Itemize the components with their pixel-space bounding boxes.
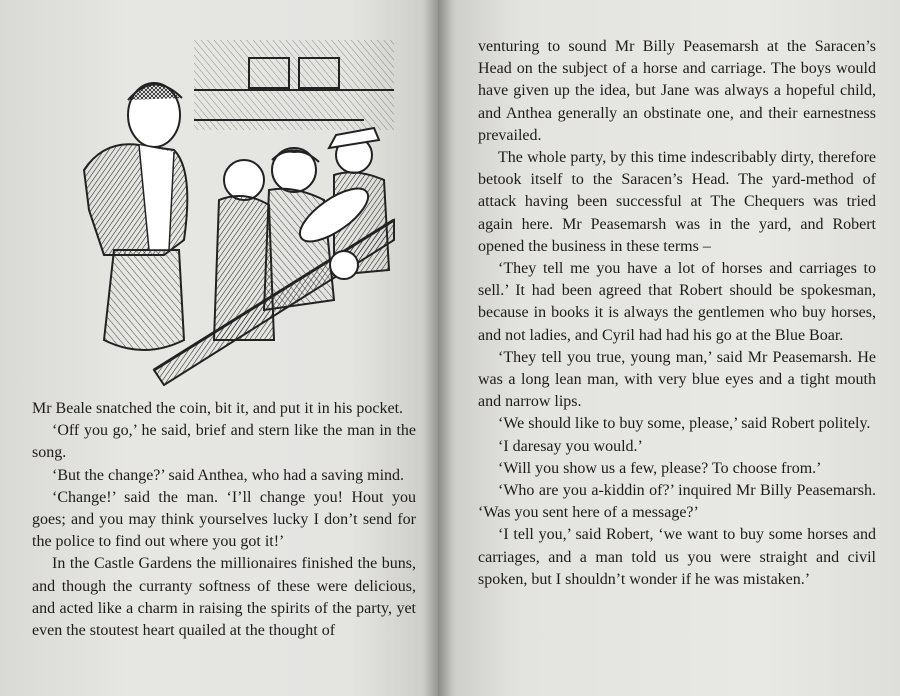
paragraph: ‘We should like to buy some, please,’ said Robert politely. [498, 415, 871, 433]
left-column-text [32, 398, 416, 642]
engraving-baker-and-children-icon [44, 40, 404, 386]
paragraph: Mr Beale snatched the coin, bit it, and put it in his pocket. [32, 400, 404, 417]
paragraph: ‘They tell me you have a lot of horses and carriages to sell.’ It had been agreed that Robert should be spokesman, because in books it is always the gentlemen who buy horses, and not ladies, and Cyril had had his go at the Blue Boar. [478, 260, 876, 344]
paragraph: ‘I daresay you would.’ [498, 437, 643, 455]
paragraph: ‘They tell you true, young man,’ said Mr Peasemarsh. He was a long lean man, with very blue eyes and a tight mouth and narrow lips. [478, 348, 876, 411]
paragraph: ‘Off you go,’ he said, brief and stern like the man in the song. [32, 422, 416, 462]
paragraph: ‘Will you show us a few, please? To choose from.’ [498, 459, 822, 477]
right-column-text [478, 36, 876, 591]
paragraph: ‘Who are you a-kiddin of?’ inquired Mr Billy Peasemarsh. ‘Was you sent here of a message?’ [478, 482, 876, 522]
left-page [0, 0, 438, 696]
paragraph: ‘I tell you,’ said Robert, ‘we want to buy some horses and carriages, and a man told us you were straight and civil spoken, but I shouldn’t wonder if he was mistaken.’ [478, 526, 876, 588]
illustration [44, 40, 404, 386]
paragraph: In the Castle Gardens the millionaires finished the buns, and though the curranty softness of these were delicious, and acted like a charm in raising the spirits of the party, yet even the stoutest heart quailed at the thought of [32, 555, 416, 640]
paragraph-continued: venturing to sound Mr Billy Peasemarsh at the Saracen’s Head on the subject of a horse and carriage. The boys would have given up the idea, but Jane was always a hopeful child, and Anthea generally an obstinate one, and their earnestness prevailed. [478, 38, 876, 144]
right-page [438, 0, 900, 696]
paragraph: ‘Change!’ said the man. ‘I’ll change you! Hout you goes; and you may think yourselves lucky I don’t send for the police to find out where you got it!’ [32, 488, 416, 551]
paragraph: ‘But the change?’ said Anthea, who had a saving mind. [52, 466, 405, 484]
paragraph: The whole party, by this time indescribably dirty, therefore betook itself to the Saracen’s Head. The yard-method of attack having been successful at The Chequers was tried again here. Mr Peasemarsh was in the yard, and Robert opened the business in these terms – [478, 149, 876, 255]
